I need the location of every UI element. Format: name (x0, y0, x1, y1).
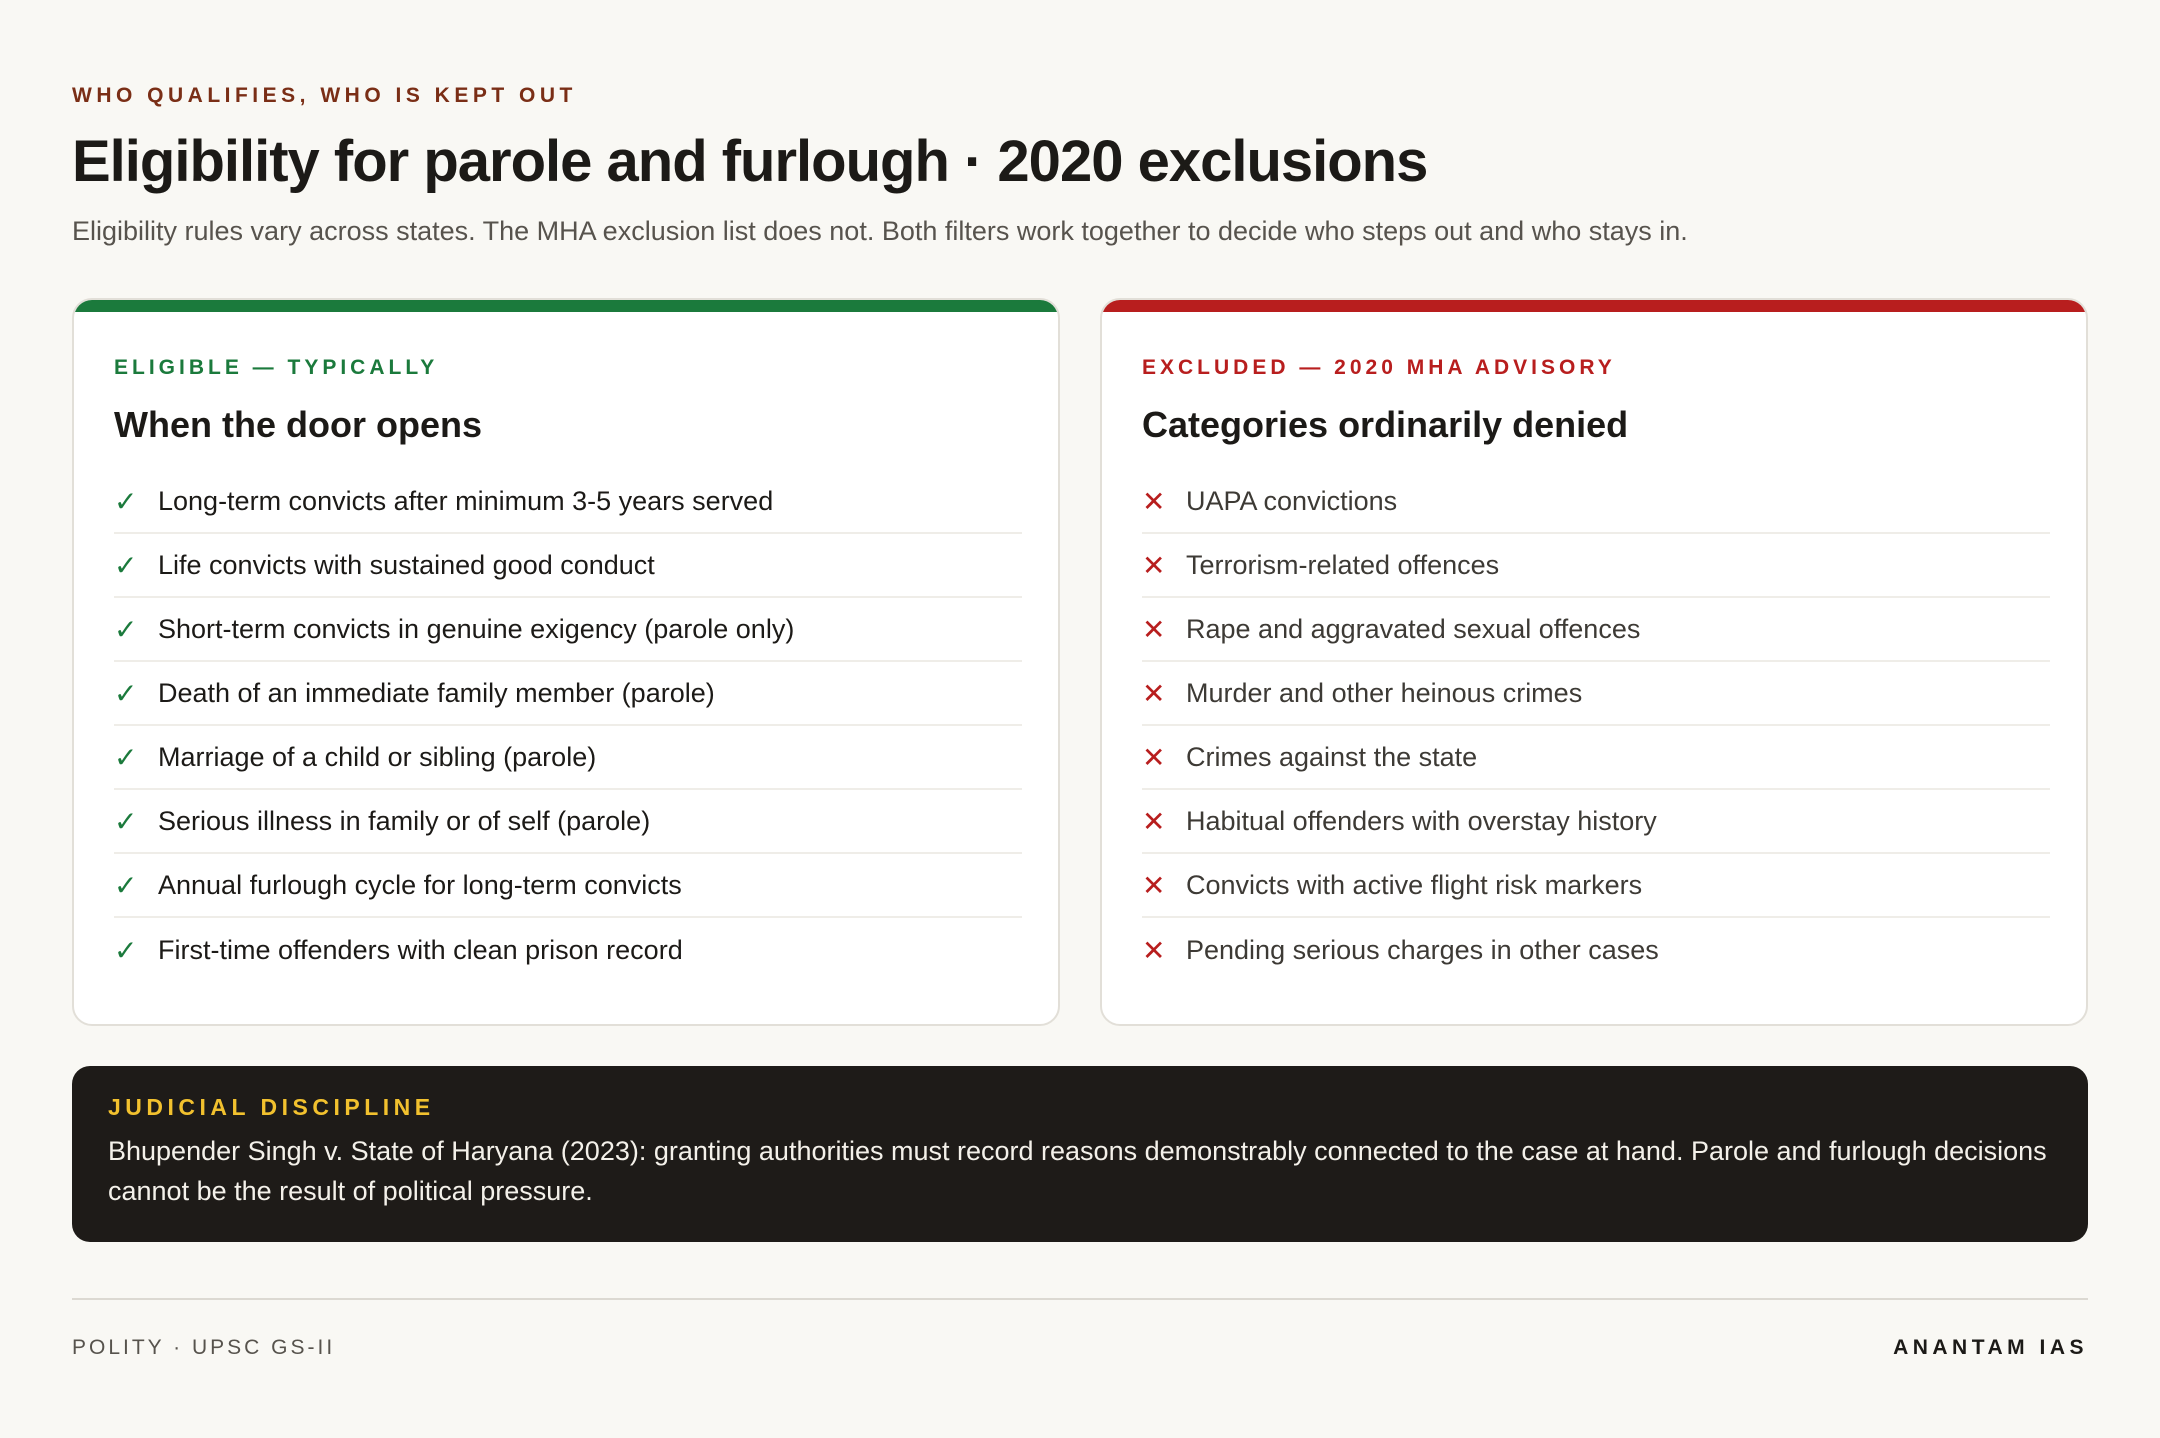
footer-divider (72, 1298, 2088, 1300)
list-item-text: Pending serious charges in other cases (1186, 934, 1659, 965)
page-subtitle: Eligibility rules vary across states. The MHA exclusion list does not. Both filters work together to decide who steps out and who stays in. (72, 216, 1688, 246)
list-item (1142, 470, 2050, 534)
check-icon: ✓ (114, 741, 138, 773)
eligible-list (114, 470, 1022, 982)
cross-icon: ✕ (1142, 869, 1166, 901)
check-icon: ✓ (114, 549, 138, 581)
list-item-text: Convicts with active flight risk markers (1186, 869, 1643, 900)
list-item (114, 854, 1022, 918)
list-item-text: Habitual offenders with overstay history (1186, 805, 1657, 836)
list-item (114, 470, 1022, 534)
excluded-title: Categories ordinarily denied (1142, 404, 1629, 445)
callout-text: Bhupender Singh v. State of Haryana (2023): granting authorities must record reasons demonstrably connected to the case at hand. Parole and furlough decisions cannot be the result of political pressure. (108, 1136, 2047, 1206)
cross-icon: ✕ (1142, 934, 1166, 966)
list-item (1142, 854, 2050, 918)
list-item (1142, 534, 2050, 598)
list-item-text: Long-term convicts after minimum 3-5 years served (158, 485, 774, 516)
footer-brand: ANANTAM IAS (1893, 1336, 2088, 1359)
cross-icon: ✕ (1142, 485, 1166, 517)
list-item (114, 662, 1022, 726)
excluded-card (1100, 298, 2088, 1026)
cross-icon: ✕ (1142, 805, 1166, 837)
list-item (114, 726, 1022, 790)
section-eyebrow: WHO QUALIFIES, WHO IS KEPT OUT (72, 84, 577, 107)
excluded-list (1142, 470, 2050, 982)
list-item (1142, 790, 2050, 854)
list-item-text: Murder and other heinous crimes (1186, 677, 1583, 708)
list-item-text: Crimes against the state (1186, 741, 1478, 772)
list-item (114, 790, 1022, 854)
check-icon: ✓ (114, 805, 138, 837)
excluded-eyebrow: EXCLUDED — 2020 MHA ADVISORY (1142, 356, 1616, 379)
list-item (114, 918, 1022, 982)
list-item-text: Death of an immediate family member (parole) (158, 677, 715, 708)
list-item (1142, 598, 2050, 662)
list-item-text: Terrorism-related offences (1186, 549, 1500, 580)
check-icon: ✓ (114, 869, 138, 901)
check-icon: ✓ (114, 485, 138, 517)
cross-icon: ✕ (1142, 549, 1166, 581)
list-item-text: Annual furlough cycle for long-term convicts (158, 869, 682, 900)
list-item (1142, 726, 2050, 790)
excluded-accent-bar (1102, 300, 2086, 312)
list-item-text: Rape and aggravated sexual offences (1186, 613, 1641, 644)
list-item-text: First-time offenders with clean prison record (158, 934, 683, 965)
list-item-text: Marriage of a child or sibling (parole) (158, 741, 597, 772)
list-item-text: UAPA convictions (1186, 485, 1398, 516)
check-icon: ✓ (114, 613, 138, 645)
list-item-text: Short-term convicts in genuine exigency (parole only) (158, 613, 795, 644)
eligible-accent-bar (74, 300, 1058, 312)
eligible-eyebrow: ELIGIBLE — TYPICALLY (114, 356, 439, 379)
cross-icon: ✕ (1142, 741, 1166, 773)
eligible-card (72, 298, 1060, 1026)
list-item (1142, 918, 2050, 982)
page-title: Eligibility for parole and furlough · 2020 exclusions (72, 129, 1428, 194)
list-item (114, 534, 1022, 598)
check-icon: ✓ (114, 934, 138, 966)
list-item (114, 598, 1022, 662)
judicial-callout (72, 1066, 2088, 1242)
check-icon: ✓ (114, 677, 138, 709)
list-item-text: Serious illness in family or of self (parole) (158, 805, 651, 836)
list-item (1142, 662, 2050, 726)
footer-category: POLITY · UPSC GS-II (72, 1336, 336, 1359)
callout-eyebrow: JUDICIAL DISCIPLINE (108, 1094, 435, 1120)
cross-icon: ✕ (1142, 677, 1166, 709)
list-item-text: Life convicts with sustained good conduct (158, 549, 655, 580)
cross-icon: ✕ (1142, 613, 1166, 645)
eligible-title: When the door opens (114, 404, 482, 445)
